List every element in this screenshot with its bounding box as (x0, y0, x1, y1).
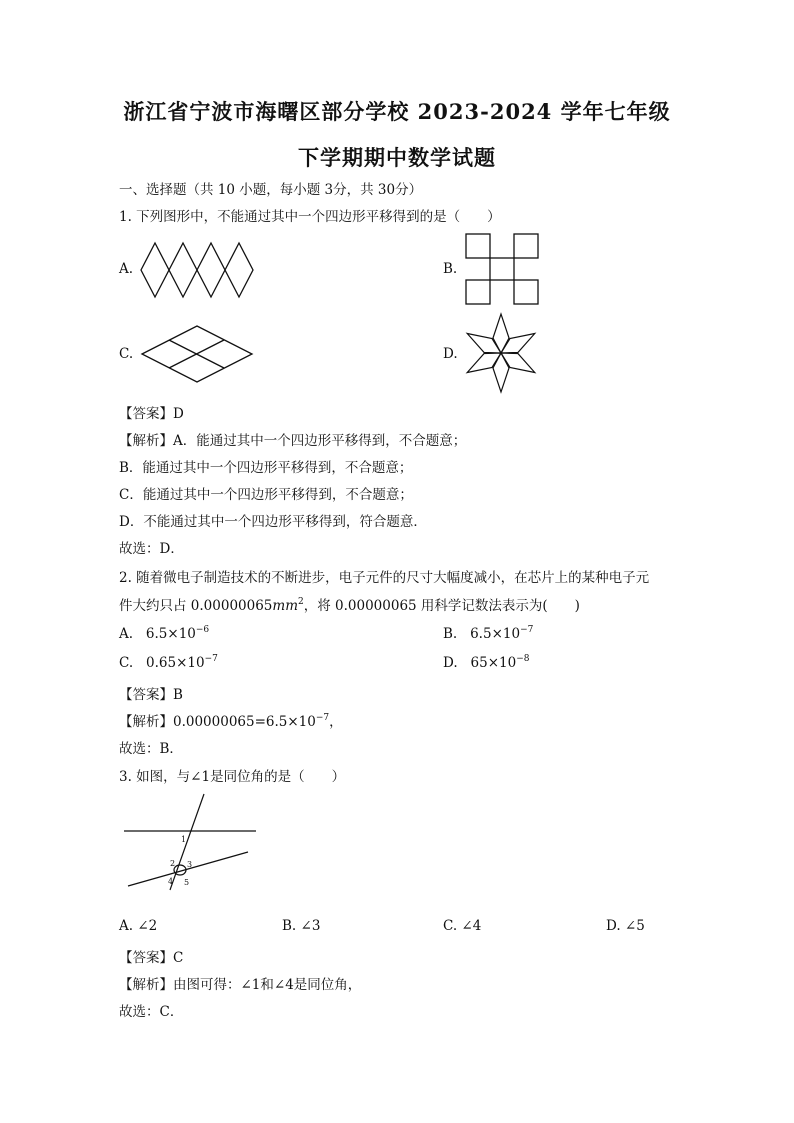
q2-stem-line1: 2. 随着微电子制造技术的不断进步，电子元件的尺寸大幅度减小，在芯片上的某种电子元 (119, 570, 650, 586)
q2-analysis-text: 【解析】0.00000065=6.5×10 (119, 714, 316, 730)
q1-analysis-line: C．能通过其中一个四边形平移得到，不合题意； (119, 487, 413, 503)
q3-figure-intersecting-lines (120, 792, 260, 892)
option-value: 0.65×10 (146, 655, 205, 671)
q2-option-b (443, 626, 533, 642)
square (490, 258, 514, 280)
q1-option-b-label: B. (443, 261, 458, 277)
star-rhombus (497, 346, 539, 379)
star-rhombus (497, 327, 539, 360)
q2-answer: 【答案】B (119, 687, 183, 703)
star-rhombus (463, 327, 505, 360)
document-title-line2: 下学期期中数学试题 (298, 145, 496, 170)
option-value: 65×10 (470, 655, 517, 671)
q3-option-a: A. ∠2 (119, 918, 158, 934)
option-label: D. (443, 655, 458, 671)
q1-answer: 【答案】D (119, 406, 184, 422)
option-label: B. (443, 626, 458, 642)
angle-label-2: 2 (170, 859, 176, 868)
q2-analysis (119, 710, 343, 730)
option-value: 6.5×10 (145, 626, 196, 642)
q2-option-c (119, 655, 218, 671)
square (466, 234, 490, 258)
q1-stem: 1. 下列图形中，不能通过其中一个四边形平移得到的是（ ） (119, 209, 501, 225)
option-exponent: −8 (516, 654, 530, 664)
diamond (197, 243, 225, 297)
q3-stem: 3. 如图，与∠1是同位角的是（ ） (119, 769, 346, 785)
q2-option-a (119, 626, 209, 642)
diamond (169, 243, 197, 297)
q1-figure-b-squares (465, 233, 540, 305)
q2-analysis-exponent: −7 (315, 713, 330, 723)
q1-option-a-label: A. (119, 261, 134, 277)
star-rhombus (493, 314, 509, 353)
q1-analysis-line: D．不能通过其中一个四边形平移得到，符合题意． (119, 514, 427, 530)
option-exponent: −7 (204, 654, 218, 664)
angle-label-5: 5 (184, 878, 190, 887)
q2-unit-exponent: 2 (298, 597, 304, 607)
q2-stem-line2 (119, 594, 580, 614)
star-rhombus (493, 353, 509, 392)
option-label: A. (119, 626, 134, 642)
q1-analysis-line: B．能通过其中一个四边形平移得到，不合题意； (119, 460, 413, 476)
q1-conclusion: 故选：D． (119, 541, 184, 557)
q3-option-b: B. ∠3 (282, 918, 321, 934)
angle-label-3: 3 (187, 860, 193, 869)
q2-conclusion: 故选：B． (119, 741, 183, 757)
q3-answer: 【答案】C (119, 950, 184, 966)
square (514, 234, 538, 258)
diamond (225, 243, 253, 297)
q3-option-c: C. ∠4 (443, 918, 482, 934)
transversal-line (170, 794, 204, 890)
angle-label-4: 4 (168, 877, 174, 886)
option-value: 6.5×10 (470, 626, 521, 642)
diamond (141, 243, 169, 297)
option-exponent: −7 (520, 625, 534, 635)
angle-label-1: 1 (181, 835, 187, 844)
section-heading: 一、选择题（共 10 小题，每小题 3分，共 30分） (119, 182, 423, 198)
q1-analysis-line: 【解析】A．能通过其中一个四边形平移得到，不合题意； (119, 433, 467, 449)
q1-figure-a-diamonds (139, 241, 259, 299)
option-label: C. (119, 655, 134, 671)
q3-analysis: 【解析】由图可得：∠1和∠4是同位角， (119, 977, 362, 993)
q2-stem-text: ，将 0.00000065 用科学记数法表示为( ) (303, 598, 580, 614)
q2-unit: mm (272, 598, 298, 614)
q1-option-c-label: C. (119, 346, 134, 362)
q2-stem-text: 件大约只占 0.00000065 (119, 598, 273, 614)
q3-conclusion: 故选：C． (119, 1004, 184, 1020)
star-rhombus (463, 346, 505, 379)
square (466, 280, 490, 304)
q1-figure-d-star (460, 312, 542, 394)
q3-option-d: D. ∠5 (606, 918, 645, 934)
document-title-line1: 浙江省宁波市海曙区部分学校 2023-2024 学年七年级 (123, 99, 671, 124)
square (514, 280, 538, 304)
q2-analysis-text: ， (329, 714, 343, 730)
q2-option-d (443, 655, 529, 671)
q1-option-d-label: D. (443, 346, 458, 362)
q1-figure-c-rhombus (140, 324, 255, 384)
option-exponent: −6 (195, 625, 210, 635)
